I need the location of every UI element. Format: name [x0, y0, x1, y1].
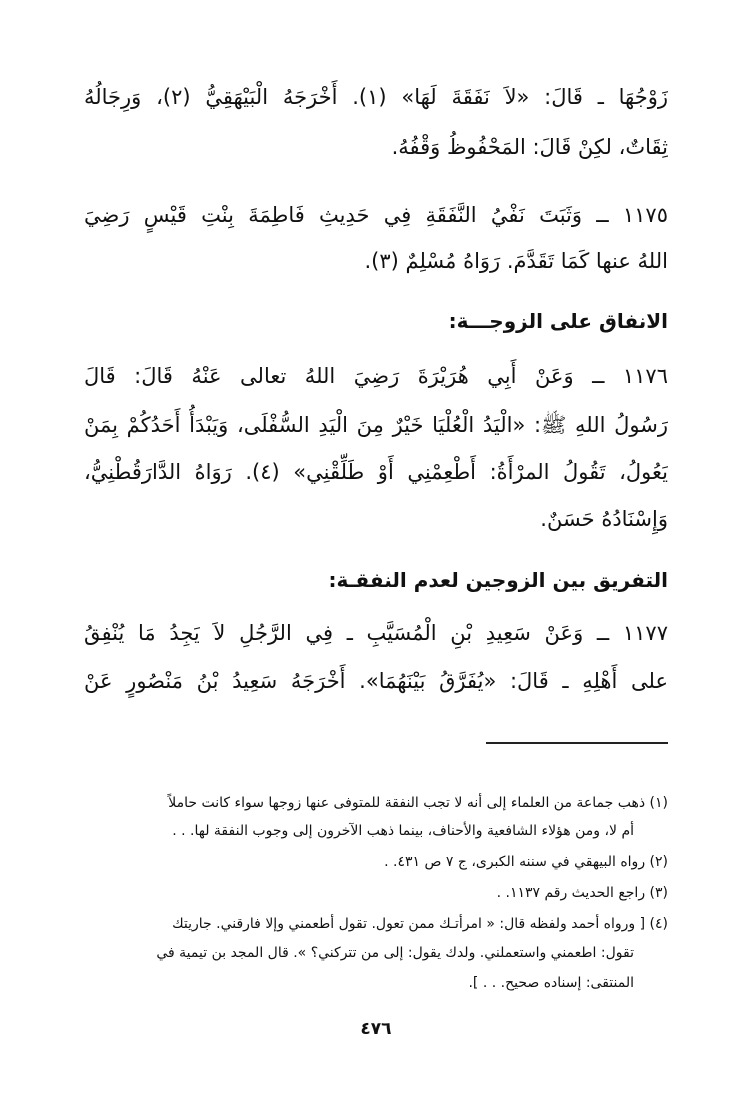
footnote-line: (٢) رواه البيهقي في سننه الكبرى، ج ٧ ص ٤٣١. . — [384, 854, 668, 870]
text-line: اللهُ عنها كَمَا تَقَدَّمَ. رَوَاهُ مُسْلِمٌ (٣). — [364, 249, 668, 273]
footnote-line: (١) ذهب جماعة من العلماء إلى أنه لا تجب النفقة للمتوفى عنها زوجها سواء كانت حاملاً — [168, 795, 668, 811]
footnote-line: (٣) راجع الحديث رقم ١١٣٧. . — [496, 885, 668, 901]
footnote-line: تقول: اطعمني واستعملني. ولدك يقول: إلى من تتركني؟ ». قال المجد بن تيمية في — [156, 945, 634, 961]
text-line: وَإِسْنَادُهُ حَسَنٌ. — [540, 507, 668, 531]
hadith-1176-line: ١١٧٦ ــ وَعَنْ أَبِي هُرَيْرَةَ رَضِيَ اللهُ تعالى عَنْهُ قَالَ: قَالَ — [84, 364, 668, 388]
footnote-line: أم لا، ومن هؤلاء الشافعية والأحناف، بينما ذهب الآخرون إلى وجوب النفقة لها. . . — [172, 823, 634, 839]
text-line: زَوْجُهَا ـ قَالَ: «لاَ نَفَقَةَ لَهَا» (١). أَخْرَجَهُ الْبَيْهَقِيُّ (٢)، وَرِجَالُهُ — [84, 85, 668, 109]
hadith-1177-line: ١١٧٧ ــ وَعَنْ سَعِيدِ بْنِ الْمُسَيَّبِ ـ فِي الرَّجُلِ لاَ يَجِدُ مَا يُنْفِقُ — [84, 621, 668, 645]
page-number: ٤٧٦ — [360, 1019, 392, 1039]
text-line: رَسُولُ اللهِ ﷺ: «الْيَدُ الْعُلْيَا خَيْرٌ مِنَ الْيَدِ السُّفْلَى، وَيَبْدَأُ أَحَدُكُمْ بِمَنْ — [84, 413, 668, 437]
footnote-line: المنتقى: إسناده صحيح. . . ]. — [468, 975, 634, 991]
section-heading: الانفاق على الزوجـــة: — [448, 309, 668, 333]
text-line: يَعُولُ، تَقُولُ المرْأَةُ: أَطْعِمْنِي أَوْ طَلِّقْنِي» (٤). رَوَاهُ الدَّارَقُطْنِيُّ، — [84, 460, 668, 484]
footnote-line: (٤) [ ورواه أحمد ولفظه قال: « امرأتـك ممن تعول. تقول أطعمني وإلا فارقني. جاريتك — [172, 916, 668, 932]
hadith-1175-line: ١١٧٥ ــ وَثَبَتَ نَفْيُ النَّفَقَةِ فِي حَدِيثِ فَاطِمَةَ بِنْتِ قَيْسٍ رَضِيَ — [84, 203, 668, 227]
text-line: على أَهْلِهِ ـ قَالَ: «يُفَرَّقُ بَيْنَهُمَا». أَخْرَجَهُ سَعِيدُ بْنُ مَنْصُورٍ عَنْ — [84, 669, 668, 693]
footnote-divider — [486, 742, 668, 744]
section-heading: التفريق بين الزوجين لعدم النفقـة: — [328, 568, 668, 592]
text-line: ثِقَاتٌ، لكِنْ قَالَ: المَحْفُوظُ وَقْفُهُ. — [391, 135, 668, 159]
